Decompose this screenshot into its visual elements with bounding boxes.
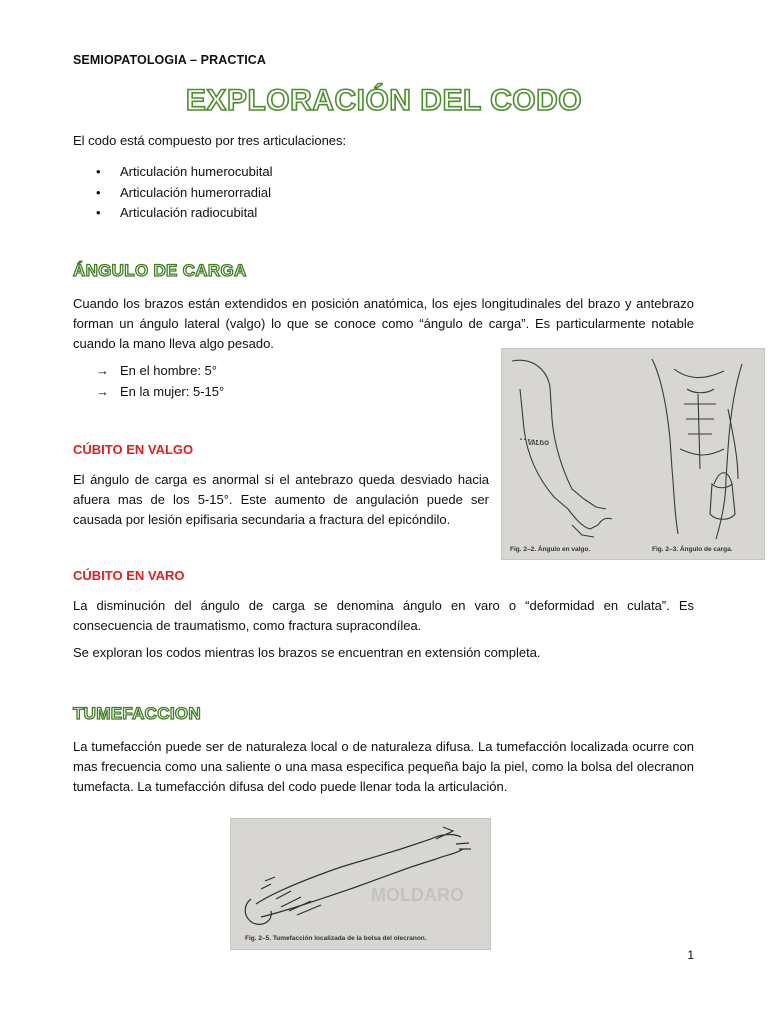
figure-carrying-angle-illustration — [502, 349, 764, 559]
section-title-varo: CÚBITO EN VARO — [73, 568, 185, 583]
document-header: SEMIOPATOLOGIA – PRACTICA — [73, 53, 267, 67]
page-title: EXPLORACIÓN DEL CODO — [185, 84, 583, 117]
figure-label-valgo: VALGO — [528, 441, 549, 447]
figure-caption-right: Fig. 2–3. Ángulo de carga. — [652, 546, 733, 553]
list-item: • Articulación humerocubital — [96, 162, 272, 183]
figure-caption: Fig. 2–5. Tumefacción localizada de la bolsa del olecranon. — [245, 935, 427, 942]
section-title-angulo: ÁNGULO DE CARGA — [73, 261, 247, 280]
section-title-tumefaccion: TUMEFACCION — [73, 704, 201, 723]
list-item: → En la mujer: 5-15° — [96, 382, 224, 403]
page-number: 1 — [687, 948, 694, 962]
list-item: • Articulación humerorradial — [96, 183, 272, 204]
varo-text-exploration: Se exploran los codos mientras los brazos se encuentran en extensión completa. — [73, 645, 541, 660]
figure-caption-left: Fig. 2–2. Ángulo en valgo. — [510, 546, 591, 553]
angulo-values-list — [96, 361, 224, 402]
figure-olecranon-bursa — [230, 818, 491, 950]
articulations-list — [96, 162, 272, 224]
intro-text: El codo está compuesto por tres articulaciones: — [73, 133, 347, 148]
angulo-text: Cuando los brazos están extendidos en posición anatómica, los ejes longitudinales del brazo y antebrazo forman un ángulo lateral (valgo) lo que se conoce como “ángulo de carga”. Es particularmente notable cuando la mano lleva algo pesado. — [73, 296, 694, 351]
varo-text: La disminución del ángulo de carga se denomina ángulo en varo o “deformidad en culata”. Es consecuencia de traumatismo, como fractura supracondílea. — [73, 598, 694, 633]
list-item: • Articulación radiocubital — [96, 203, 272, 224]
figure-watermark: MOLDARO — [371, 885, 464, 905]
section-title-valgo: CÚBITO EN VALGO — [73, 442, 194, 457]
figure-carrying-angle — [501, 348, 765, 560]
list-item: → En el hombre: 5° — [96, 361, 224, 382]
figure-olecranon-illustration — [231, 819, 490, 949]
tumefaccion-text: La tumefacción puede ser de naturaleza local o de naturaleza difusa. La tumefacción localizada ocurre con mas frecuencia como una saliente o una masa especifica pequeña bajo la piel, como la bolsa del olecranon tumefacta. La tumefacción difusa del codo puede llenar toda la articulación. — [73, 739, 694, 794]
valgo-text: El ángulo de carga es anormal si el antebrazo queda desviado hacia afuera mas de los 5-15°. Este aumento de angulación puede ser causada por lesión epifisaria secundaria a fractura del epicóndilo. — [73, 472, 489, 527]
